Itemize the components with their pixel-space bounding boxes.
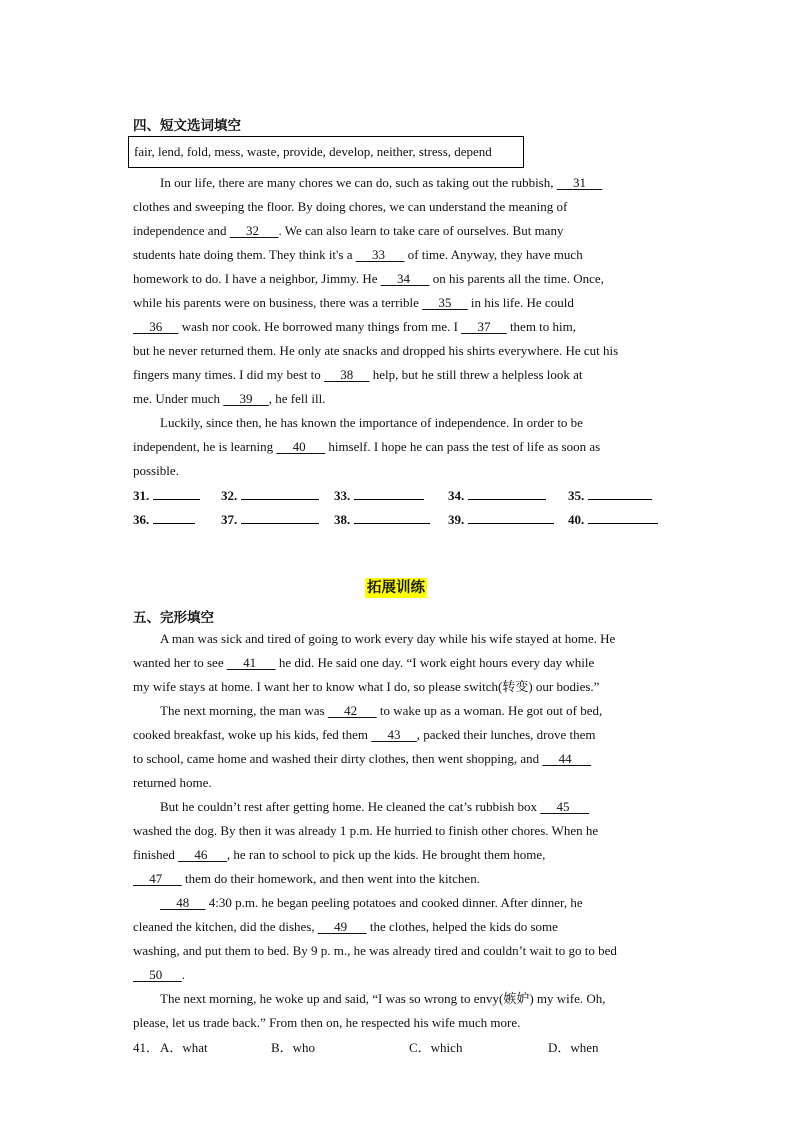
- answer-34[interactable]: 34.: [448, 487, 546, 504]
- word-bank-box: fair, lend, fold, mess, waste, provide, develop, neither, stress, depend: [128, 136, 524, 168]
- blank-44[interactable]: 44: [542, 751, 592, 766]
- passage-1: In our life, there are many chores we can do, such as taking out the rubbish, 31 clothes and sweeping the floor. By doing chores, we can understand the meaning of independence and 32 . We can also learn to take care of ourselves. But many students hate doing them. They think it's a 33 of time. Anyway, they have much homework to do. I have a neighbor, Jimmy. He 34 on his parents all the time. Once, while his parents were on business, there was a terrible 35 in his life. He could 36 wash nor cook. He borrowed many things from me. I 37 them to him, but he never returned them. He only ate snacks and dropped his shirts everywhere. He cut his fingers many times. I did my best to 38 help, but he still threw a helpless look at me. Under much 39 , he fell ill. Luckily, since then, he has known the importance of independence. In order to be independent, he is learning 40 himself. I hope he can pass the test of life as soon as possible.: [133, 171, 661, 483]
- answer-32[interactable]: 32.: [221, 487, 319, 504]
- blank-39[interactable]: 39: [223, 391, 269, 406]
- blank-43[interactable]: 43: [371, 727, 417, 742]
- blank-45[interactable]: 45: [540, 799, 590, 814]
- section-4-title: 四、短文选词填空: [133, 118, 241, 133]
- blank-37[interactable]: 37: [461, 319, 507, 334]
- answer-36[interactable]: 36.: [133, 511, 195, 528]
- option-41-a[interactable]: A．what: [160, 1040, 208, 1055]
- answer-33[interactable]: 33.: [334, 487, 424, 504]
- blank-40[interactable]: 40: [276, 439, 326, 454]
- blank-41[interactable]: 41: [226, 655, 276, 670]
- blank-36[interactable]: 36: [133, 319, 179, 334]
- blank-33[interactable]: 33: [355, 247, 405, 262]
- answer-37[interactable]: 37.: [221, 511, 319, 528]
- blank-50[interactable]: 50: [133, 967, 182, 982]
- option-41-c[interactable]: C．which: [409, 1040, 463, 1055]
- answer-31[interactable]: 31.: [133, 487, 200, 504]
- passage-2: A man was sick and tired of going to work every day while his wife stayed at home. He wanted her to see 41 he did. He said one day. “I work eight hours every day while my wife stays at home. I want her to know what I do, so please switch(转变) our bodies.” The next morning, the man was 42 to wake up as a woman. He got out of bed, cooked breakfast, woke up his kids, fed them 43 , packed their lunches, drove them to school, came home and washed their dirty clothes, then went shopping, and 44 returned home. But he couldn’t rest after getting home. He cleaned the cat’s rubbish box 45 washed the dog. By then it was already 1 p.m. He hurried to finish other chores. When he finished 46 , he ran to school to pick up the kids. He brought them home, 47 them do their homework, and then went into the kitchen. 48 4:30 p.m. he began peeling potatoes and cooked dinner. After dinner, he cleaned the kitchen, did the dishes, 49 the clothes, helped the kids do some washing, and put them to bed. By 9 p. m., he was already tired and couldn’t wait to go to bed 50 . The next morning, he woke up and said, “I was so wrong to envy(嫉妒) my wife. Oh, please, let us trade back.” From then on, he respected his wife much more.: [133, 631, 617, 1030]
- blank-34[interactable]: 34: [380, 271, 430, 286]
- option-41-d[interactable]: D．when: [548, 1040, 599, 1055]
- blank-38[interactable]: 38: [324, 367, 370, 382]
- blank-42[interactable]: 42: [327, 703, 377, 718]
- option-41-b[interactable]: B．who: [271, 1040, 316, 1055]
- answer-39[interactable]: 39.: [448, 511, 554, 528]
- blank-49[interactable]: 49: [317, 919, 367, 934]
- blank-47[interactable]: 47: [133, 871, 182, 886]
- answer-40[interactable]: 40.: [568, 511, 658, 528]
- blank-48[interactable]: 48: [160, 895, 206, 910]
- answer-35[interactable]: 35.: [568, 487, 652, 504]
- blank-31[interactable]: 31: [556, 175, 603, 190]
- extension-training-banner: 拓展训练: [367, 580, 425, 596]
- answer-38[interactable]: 38.: [334, 511, 430, 528]
- blank-32[interactable]: 32: [229, 223, 279, 238]
- blank-35[interactable]: 35: [422, 295, 468, 310]
- question-41-number: 41．: [133, 1040, 160, 1055]
- section-5-title: 五、完形填空: [133, 610, 214, 625]
- blank-46[interactable]: 46: [178, 847, 227, 862]
